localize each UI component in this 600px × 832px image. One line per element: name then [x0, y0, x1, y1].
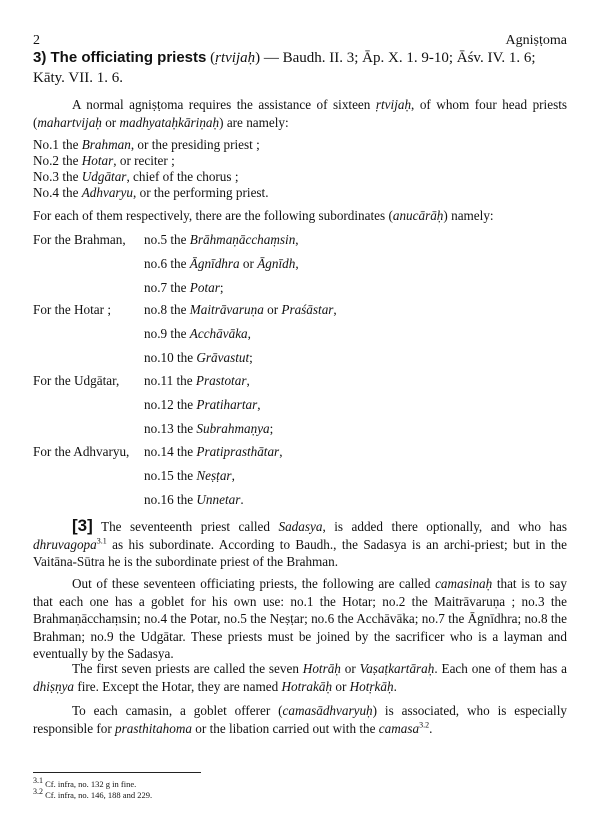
priest-num: No.3 [33, 169, 60, 184]
subordinate-item [144, 397, 261, 413]
para-text: . [429, 720, 433, 736]
priest-name: Brahman [81, 137, 131, 152]
para-term: camasa [378, 720, 420, 736]
sub-end: . [240, 492, 244, 507]
intro-term-2: mahartvijaḥ [37, 114, 102, 130]
sub-alt-sep: or [239, 256, 258, 271]
group-label: For the Adhvaryu, [33, 444, 130, 459]
sub-end: , [247, 326, 251, 341]
para-text: or [340, 661, 360, 676]
priest-desc: , or the presiding priest ; [130, 137, 260, 152]
subordinate-item [144, 232, 299, 248]
sub-name: Unnetar [196, 492, 241, 507]
sub-alt-sep: or [263, 302, 282, 317]
para-text: . Each one of them has a [434, 661, 567, 676]
para-text: or the libation carried out with the [191, 720, 379, 736]
footnotes [33, 776, 153, 801]
priest-num: No.2 [33, 153, 60, 168]
priest-num: No.4 [33, 185, 60, 200]
intro-text-1: A normal agniṣṭoma requires the assistance of sixteen [72, 97, 376, 112]
section-term: ṛtvijaḥ [215, 50, 256, 66]
para-term: Hotrakāḥ [281, 678, 333, 694]
para-text: , is added there optionally, and who has [322, 519, 568, 534]
para-text: or [332, 678, 350, 694]
section-heading: 3) The officiating priests (ṛtvijaḥ) — Baudh. II. 3; Āp. X. 1. 9-10; Āśv. IV. 1. 6; Kāty. VII. 1. 6. [33, 49, 536, 86]
subordinate-item [144, 373, 250, 389]
sub-end: , [257, 397, 261, 412]
sub-name: Neṣṭar [196, 468, 232, 483]
footnote-text: Cf. infra, no. 132 g in fine. [43, 779, 137, 789]
sub-num: no.5 the [144, 232, 190, 247]
para-text: ) is associated, who is especially responsible for [33, 703, 567, 736]
para-text: . [393, 678, 397, 694]
intro-term-3: madhyataḥkāriṇaḥ [119, 114, 220, 130]
intro-text-4: ) are namely: [219, 114, 289, 130]
priest-pre: the [62, 169, 82, 184]
priest-desc: , chief of the chorus ; [126, 169, 239, 184]
para-text: The seventeenth priest called [92, 519, 279, 534]
priest-desc: , or the performing priest. [133, 185, 269, 200]
priest-name: Udgātar [81, 169, 127, 184]
para-term: Hotrāḥ [302, 661, 341, 676]
para-term: camasinaḥ [435, 576, 493, 591]
sub-num: no.12 the [144, 397, 197, 412]
sub-name: Subrahmaṇya [196, 421, 270, 436]
sub-end: , [333, 302, 337, 317]
sub-name: Pratihartar [196, 397, 258, 412]
footnote-text: Cf. infra, no. 146, 188 and 229. [43, 790, 153, 800]
para-term: Sadasya [278, 519, 323, 534]
sub-num: no.8 the [144, 302, 190, 317]
section-references: — Baudh. II. 3; Āp. X. 1. 9-10; Āśv. IV. 1. 6; [263, 50, 536, 66]
sub-end: , [279, 444, 283, 459]
subordinates-intro-text: For each of them respectively, there are the following subordinates ( [33, 208, 393, 223]
sub-end: , [295, 232, 299, 247]
priest-name: Adhvaryu [81, 185, 134, 200]
running-title: Agniṣṭoma [505, 33, 567, 48]
sub-num: no.13 the [144, 421, 197, 436]
sub-name: Grāvastut [196, 350, 250, 365]
paragraph-hotrah [33, 660, 567, 695]
para-term: camasādhvaryuḥ [282, 703, 373, 718]
page-number: 2 [33, 33, 40, 48]
group-label: For the Udgātar, [33, 373, 120, 388]
para-term: Hotṛkāḥ [349, 678, 394, 694]
priest-desc: , or reciter ; [113, 153, 175, 168]
subordinates-intro-end: ) namely: [443, 208, 494, 223]
sub-num: no.6 the [144, 256, 190, 271]
para-term: dhiṣṇya [33, 678, 75, 694]
priest-name: Hotar [81, 153, 114, 168]
sub-num: no.10 the [144, 350, 197, 365]
sub-name: Āgnīdhra [189, 256, 240, 271]
subordinate-item [144, 256, 299, 272]
para-term: Vaṣaṭkartāraḥ [359, 661, 435, 676]
para-text: as his subordinate. According to Baudh., the Sadasya is an archi-priest; but in the Vaitāna-Sūtra he is the subordinate priest of the Brahman. [33, 536, 567, 569]
footnote-mark: 3.2 [33, 787, 43, 797]
sub-name: Pratiprasthātar [196, 444, 280, 459]
para-text: fire. Except the Hotar, they are named [74, 678, 282, 694]
para-text: that is to say that each one has a goblet for his own use: no.1 the Hotar; no.2 the Maitrāvaruṇa ; no.3 the Brahmaṇācchaṃsin; no.4 the Potar, no.5 the Neṣṭar; no.6 the Acchāvāka; no.7 the Āgnīdhra; no.8 the Brahman; no.9 the Udgātar. These priests must be joined by the sacrificer who is a layman and eventually by the Sadasya. [33, 576, 567, 661]
subordinate-item [144, 326, 251, 342]
subordinate-item [144, 444, 283, 460]
sub-end: ; [249, 350, 253, 365]
sub-num: no.16 the [144, 492, 197, 507]
paragraph-camasinah [33, 575, 567, 663]
sub-num: no.7 the [144, 280, 190, 295]
paragraph-seventeenth-priest [33, 517, 567, 571]
subordinate-item [144, 280, 224, 296]
subordinate-item [144, 492, 244, 508]
sub-end: , [231, 468, 235, 483]
footnote-divider [33, 772, 201, 773]
footnote [33, 787, 153, 801]
sub-name: Acchāvāka [189, 326, 248, 341]
sub-num: no.14 the [144, 444, 197, 459]
intro-text-3: or [101, 114, 120, 130]
priest-pre: the [62, 185, 82, 200]
sub-end: ; [219, 280, 224, 295]
footnote-mark: 3.1 [33, 776, 43, 786]
sub-end: , [246, 373, 250, 388]
priest-pre: the [62, 153, 82, 168]
sub-name: Potar [189, 280, 220, 295]
sub-num: no.11 the [144, 373, 196, 388]
sub-name: Brāhmaṇācchaṃsin [189, 232, 296, 247]
para-text: To each camasin, a goblet offerer ( [72, 703, 283, 718]
paragraph-marker: [3] [72, 516, 93, 535]
para-text: The first seven priests are called the seven [72, 661, 303, 676]
subordinate-item [144, 421, 273, 437]
section-title: 3) The officiating priests [33, 49, 207, 66]
footnote-ref[interactable]: 3.1 [96, 536, 107, 546]
paragraph-goblet-offerer [33, 702, 567, 737]
section-references-cont: Kāty. VII. 1. 6. [33, 70, 123, 86]
sub-alt: Praśāstar [281, 302, 334, 317]
subordinate-item [144, 468, 235, 484]
sub-end: , [295, 256, 299, 271]
priest-pre: the [62, 137, 82, 152]
sub-name: Maitrāvaruṇa [189, 302, 264, 317]
para-term: dhruvagopa [33, 536, 97, 552]
footnote-ref[interactable]: 3.2 [419, 720, 430, 730]
sub-name: Prastotar [195, 373, 247, 388]
sub-alt: Āgnīdh [257, 256, 296, 271]
group-label: For the Brahman, [33, 232, 126, 247]
para-text: Out of these seventeen officiating priests, the following are called [72, 576, 436, 591]
intro-text-2: , of whom four head priests ( [33, 97, 568, 130]
subordinate-item [144, 350, 253, 366]
sub-num: no.9 the [144, 326, 190, 341]
para-term: prasthitahoma [115, 720, 192, 736]
sub-end: ; [269, 421, 274, 436]
sub-num: no.15 the [144, 468, 197, 483]
intro-term-1: ṛtvijaḥ [375, 97, 412, 112]
subordinate-item [144, 302, 337, 318]
subordinates-intro-term: anucārāḥ [392, 208, 444, 223]
footnote [33, 776, 152, 790]
group-label: For the Hotar ; [33, 302, 112, 317]
priest-num: No.1 [33, 137, 60, 152]
